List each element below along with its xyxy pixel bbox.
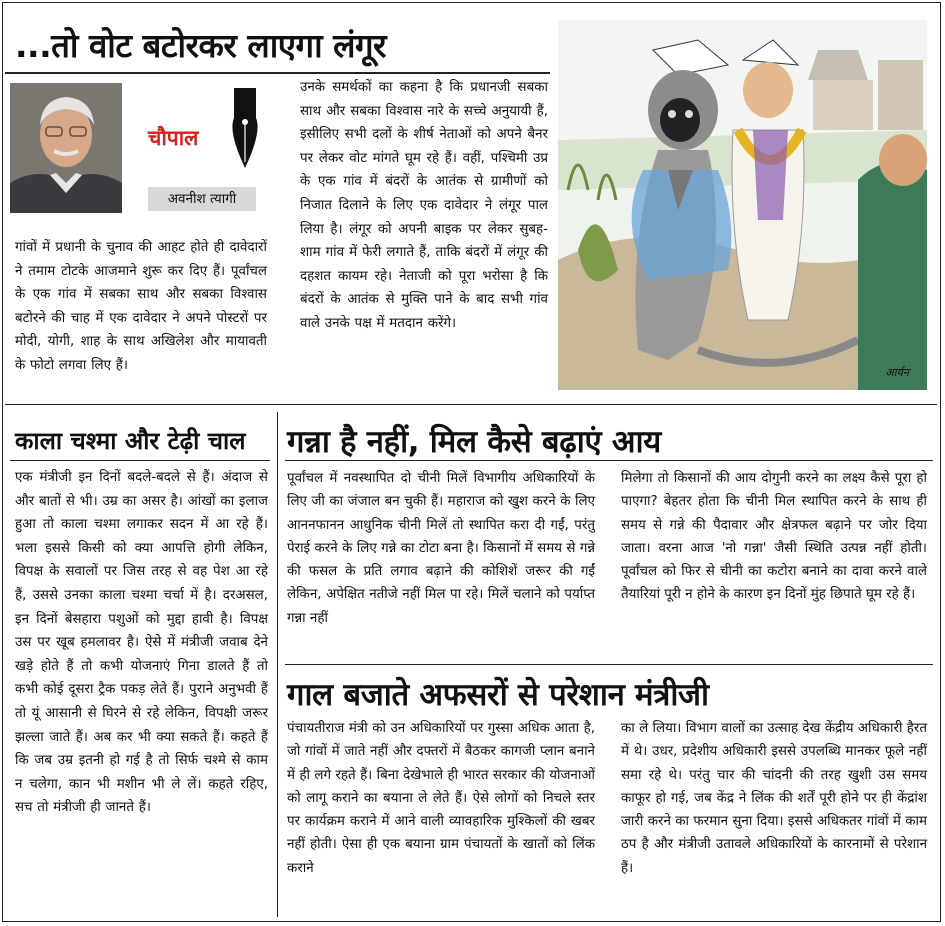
headline-kala-chashma: काला चश्मा और टेढ़ी चाल [15, 427, 246, 455]
story2-body: एक मंत्रीजी इन दिनों बदले-बदले से हैं। अंदाज से और बातों से भी। उम्र का असर है। आंखों का इलाज हुआ तो काला चश्मा लगाकर सदन में आ रहे हैं। भला इससे किसी को क्या आपत्ति होगी लेकिन, विपक्ष के सवालों पर जिस तरह से वह पेश आ रहे हैं, उससे उनका काला चश्मा चर्चा में है। दरअसल, इन दिनों बेसहारा पशुओं को मुद्दा हावी है। विपक्ष उस पर खूब हमलावर है। ऐसे में मंत्रीजी जवाब देने खड़े होते हैं तो कभी योजनाएं गिना डालते हैं तो कभी कोई दूसरा ट्रैक पकड़ लेते हैं। पुराने अनुभवी हैं तो यूं आसानी से घिरने से रहे लेकिन, विपक्षी जरूर झल्ला जाते हैं। अब कर भी क्या सकते हैं। कहते हैं कि जब उम्र इतनी हो गई है तो सिर्फ चश्मे से काम न चलेगा, कान भी मशीन भी ले लें। कहते रहिए, सच तो मंत्रीजी ही जानते हैं। [15, 470, 268, 816]
story4-top-rule [285, 664, 933, 665]
headline-gaal-bajate: गाल बजाते अफसरों से परेशान मंत्रीजी [287, 677, 709, 713]
story3-rule [285, 460, 933, 461]
headline-langur: ...तो वोट बटोरकर लाएगा लंगूर [15, 26, 387, 65]
section-divider [5, 404, 937, 405]
story3-col1: पूर्वांचल में नवस्थापित दो चीनी मिलें विभागीय अधिकारियों के लिए जी का जंजाल बन चुकी हैं। महाराज को खुश करने के लिए आननफानन आधुनिक चीनी मिलें तो स्थापित करा दी गईं, परंतु पेराई करने के लिए गन्ने का टोटा बना है। किसानों में समय से गन्ने की फसल के प्रति लगाव बढ़ाने की कोशिशें जरूर की गईं लेकिन, अपेक्षित नतीजे नहीं मिल पा रहे। मिलें चलाने को पर्याप्त गन्ना नहीं [287, 471, 595, 626]
cartoon-signature: आर्यन [885, 366, 909, 379]
headline-rule [5, 72, 550, 74]
story2-rule [10, 460, 270, 461]
cartoon-illustration [558, 20, 927, 390]
story4-col2: का ले लिया। विभाग वालों का उत्साह देख केंद्रीय अधिकारी हैरत में थे। उधर, प्रदेशीय अधिकारी इससे उपलब्धि मानकर फूले नहीं समा रहे थे। परंतु चार की चांदनी की तरह खुशी उस समय काफूर हो गई, जब केंद्र ने लिंक की शर्तें पूरी होने पर ही केंद्रांश जारी करने का फरमान सुना दिया। इससे अधिकतर गांवों में काम ठप है और मंत्रीजी उतावले अधिकारियों के कारनामों से परेशान हैं। [621, 721, 927, 876]
author-photo [10, 83, 122, 213]
story1-col1: गांवों में प्रधानी के चुनाव की आहट होते ही दावेदारों ने तमाम टोटके आजमाने शुरू कर दिए हैं। पूर्वांचल के एक गांव में सबका साथ और सबका विश्वास बटोरने की चाह में एक दावेदार ने अपने पोस्टरों पर मोदी, योगी, शाह के साथ अखिलेश और मायावती के फोटो लगवा लिए हैं। [15, 240, 267, 373]
headline-ganna: गन्ना है नहीं, मिल कैसे बढ़ाएं आय [287, 424, 661, 460]
column-label: चौपाल [148, 126, 199, 150]
story3-col2: मिलेगा तो किसानों की आय दोगुनी करने का लक्ष्य कैसे पूरा हो पाएगा? बेहतर होता कि चीनी मिल स्थापित करने के साथ ही समय से गन्ने की पैदावार और क्षेत्रफल बढ़ाने पर जोर दिया जाता। वरना आज 'नो गन्ना' जैसी स्थिति उत्पन्न नहीं होती। पूर्वांचल को फिर से चीनी का कटोरा बनाने का दावा करने वाले तैयारियां पूरी न होने के कारण इन दिनों मुंह छिपाते घूम रहे हैं। [621, 471, 927, 603]
column-separator [277, 412, 278, 917]
story1-col2: उनके समर्थकों का कहना है कि प्रधानजी सबका साथ और सबका विश्वास नारे के सच्चे अनुयायी हैं, इसीलिए सभी दलों के शीर्ष नेताओं को अपने बैनर पर लेकर वोट मांगते घूम रहे हैं। वहीं, पश्चिमी उप्र के एक गांव में बंदरों के आतंक से ग्रामीणों को निजात दिलाने के लिए एक दावेदार ने लंगूर पाल लिया है। लंगूर को अपनी बाइक पर लेकर सुबह-शाम गांव में फेरी लगाते हैं, ताकि बंदरों में लंगूर की दहशत कायम रहे। नेताजी को पूरा भरोसा है कि बंदरों के आतंक से मुक्ति पाने के बाद सभी गांव वाले उनके पक्ष में मतदान करेंगे। [300, 80, 548, 331]
story4-col1: पंचायतीराज मंत्री को उन अधिकारियों पर गुस्सा अधिक आता है, जो गांवों में जाते नहीं और दफ्तरों में बैठकर कागजी प्लान बनाने में ही लगे रहते हैं। बिना देखेभाले ही भारत सरकार की योजनाओं को लागू कराने का बयाना ले लेते हैं। ऐसे लोगों को निचले स्तर पर कार्यक्रम कराने में आने वाली व्यावहारिक मुश्किलों की खबर नहीं होती। ऐसा ही एक बयाना ग्राम पंचायतों के खातों को लिंक कराने [287, 721, 595, 876]
author-byline: अवनीश त्यागी [148, 187, 256, 211]
pen-nib-icon [228, 88, 262, 172]
